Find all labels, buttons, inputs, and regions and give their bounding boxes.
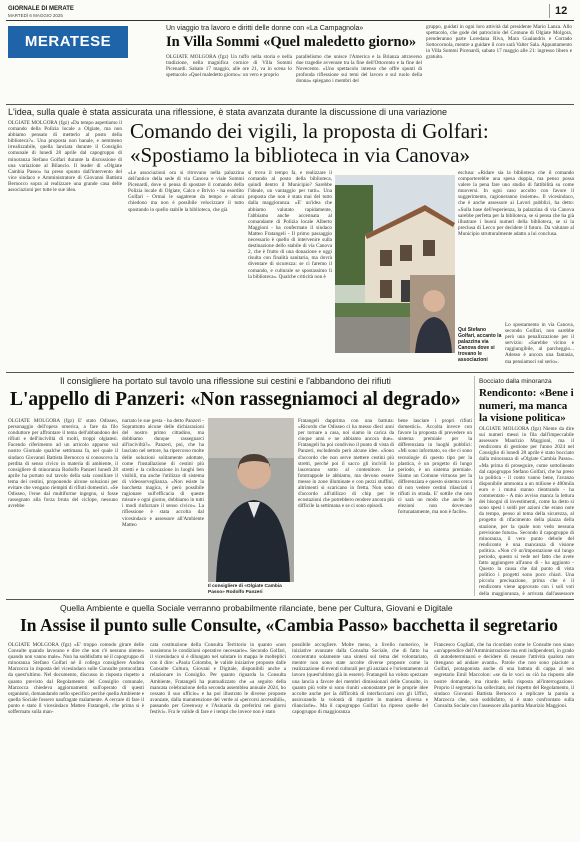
art2-rule	[6, 372, 574, 373]
art4-col1: OLGIATE MOLGORA (fgz) «E' troppo comodo girare delle Consulte quando lavorano e dire che non c'è nessuno niente» quando non vanno male». Non ha soddisfatto né il capogruppo di minoranza Stefano Golfari né il collega consigliere Andrea Marzocca la risposta del vicesindaco sulle Consulte protocollata da quest'ultimo. Nel documento, discusso in risposta rispetto a quanto previsto dal Regolamento del Consiglio comunale, Marzocca chiedeva aggiornamenti sull'operato di questi organismi, domandando nello specifico perché quella Ambiente e quella Sociale fossero naufragate malamente. A cercare di fare il punto e stato il vicesindaco Matteo Fratangeli, che prima si è soffermato sulla man-	[8, 642, 144, 716]
art3-col4: bene lasciare i propri rifiuti domestici». Accolta invece con favore la proposta di prevedere un sistema premiale per la differenziata in luoghi pubblici: «Mi sono informato, so che ci sono tecnologie di questo tipo per la plastica, è un progetto di lungo periodo, è un sistema premiale. Siamo un Comune virtuoso per la differenziata e questo sistema cerca di non vedere cestini rilasciati i rifiuti in strada. E' sottile che non ci sarà un modo che anche le elezioni non dovevano fortunatamente, ma non è facile».	[398, 418, 472, 516]
art2-col4: esclusa: «Ridare sia la biblioteca che il comando comporterebbe una spesa doppia, ma penso possa valere la pena fare uno studio di fattibilità su come muoversi. In ogni caso accolto con favore il suggerimento, ragioneranno insieme». Il vicesindaco, che è anche assessore ai Lavori pubblici, ha detto: «Sulla base dell'esperienza, la palazzina di via Canova sarebbe perfetta per la biblioteca, se si pensa che ha già illustrare i buoni numeri della biblioteca, se si la preclusa di Lecco per decidere il futuro. Da valutare al Municipio strutturalmente adatto a lui conclusa.	[458, 170, 574, 237]
page-number-divider	[549, 4, 550, 18]
art4-col4: Francesco Cogliati, che ha ricordato come le Consulte non siano «un'appendice dell'Amministrazione ma enti indipendenti, in grado di autodeterminarsi e decidere di cessare l'attività qualora non ritengano ad andare avanti». Parole che non sono piaciute a Golfari, protagonista anche di una battuta di cappa al neo segretario Emil Maccolon: «se da le voci su ciò ha risposto alle nostre domande, ma ritardo nella risposta all'interrogazione. Proprio il segretario ha sollecitato, nel rispetto del Regolamento, il sindaco Giovanni Battista Bernocco a replicare la parola a Marzocca che, non soddisfatto, si è stato confrontato sulla Consulta Sociale con l'assessore alla partita Maurizio Maggioni.	[434, 642, 574, 709]
side-headline: Rendiconto: «Bene i numeri, ma manca la visione politica»	[479, 387, 574, 424]
art4-kicker: Quella Ambiente e quella Sociale verranno probabilmente rilanciate, bene per Cultura, Giovani e Digitale	[60, 603, 453, 613]
page-number: 12	[555, 5, 568, 17]
art2-photo-caption: Qui Stefano Golfari, accanto la palazzina via Canova dove si trovano le associazioni	[458, 327, 502, 363]
art3-photo-caption: Il consigliere di «Olgiate Cambia Passo» Rodolfo Panzeri	[208, 584, 282, 595]
side-kicker: Bocciato dalla minoranza	[479, 378, 552, 385]
art1-col2: parallelismo che unisce l'America e la Brianza attraverso due tragedie avvenute tra la fine dell'Ottocento e la fine del Novecento. «Uno spettacolo intenso che offre spunti di profonda riflessione sui temi del lavoro e sul ruolo della donna» spiegano i membri del	[296, 54, 422, 85]
art2-headline-1: Comando dei vigili, la proposta di Golfari:	[130, 119, 489, 143]
panzeri-photo	[208, 418, 294, 582]
art1-kicker: Un viaggio tra lavoro e diritti delle donne con «La Campagnola»	[166, 25, 364, 32]
paper-name: GIORNALE DI MERATE	[8, 6, 74, 12]
art4-headline: In Assise il punto sulle Consulte, «Cambia Passo» bacchetta il segretario	[20, 615, 558, 635]
art1-rule	[6, 104, 574, 105]
art3-headline: L'appello di Panzeri: «Non rassegniamoci al degrado»	[10, 389, 461, 410]
art3-col2: narrato le sue gesta - ha detto Panzeri - Soprattutto alcune delle dichiarazioni del nostro primo cittadino, ma dobbiamo dunque rassegnarci all'inciviltà?». Panzeri, poi, che ha lasciato nel settore, ha ripercorso molte delle soluzioni solitamente adottate, come l'installazione di cestini più stretti e la collocazione in luoghi ben visibili, ma anche l'utilizzo di sistema di videosorveglianza. «Non esiste la bacchetta magica, è però possibile ragionare sull'efficacia di queste misure e ogni giorno, dobbiamo in tutti i modi rinforzare il senso civico». La riflessione è stata accolta dal vicesindaco e assessore all'Ambiente Matteo	[122, 418, 204, 528]
art3-kicker: Il consigliere ha portato sul tavolo una riflessione sui cestini e l'abbandono dei rifiuti	[60, 376, 391, 386]
art2-kicker: L'idea, sulla quale è stata assicurata una riflessione, è stata avanzata durante la discussione di una variazione	[8, 107, 447, 117]
section-label	[8, 26, 128, 58]
art4-col3: possibile accogliere. Molte meno, a livello numerico, le iniziative avanzate dalla Consulta Sociale, che di fatto ha concentrato solamente una sintesi sul tema del volontariato, mentre non sono state accolte diverse proposte come la realizzazione di eventi culturali per gli anziani e l'orientamento al lavoro (quest'ultimo già in essere). Fratangeli ha voluto spezzare una lancia a favore dei membri dimissionari delle Consulte, in quanto più volte si sono riuniti «nonostante per le proprie idee accolte anche per la difficoltà di interfacciarsi con gli Uffici, assicurando la volontà di ripartire in maniera diversa e rilanciarle». Ma il capogruppo Golfari ha ripreso quelle del capogruppo di maggioranza	[292, 642, 428, 716]
golfari-photo	[410, 275, 455, 353]
art2-col1: OLGIATE MOLGORA (fgz) «Da tempo aspettiamo il comando della Polizia locale a Olgiate, ma non abbiamo pensato di metterlo al posto della biblioteca?». Una proposta non banale, e nemmeno irrealizzabile, quella lanciata durante il Consiglio comunale di lunedì 28 aprile dal capogruppo di minoranza Stefano Golfari durante la discussione di una variazione al Bilancio. Il leader di «Olgiate Cambia Passo» ha preso spunto dall'intervento del vice sindaco e Amministratore di Giovanni Battista Bernocco sopra al realizzare una grande casa delle associazioni per tutte le sue idea.	[8, 120, 122, 194]
art3-col3: Fratangeli dapprima con una battuta: «Ricordo che Odisseo ci ha messo dieci anni per tornare a casa, noi siamo in carica da cinque anni e ne abbiamo ancora due». Fratangeli ha poi condiviso il punto di vista di Panzeri, escludendo però alcune idee. «Sono d'accordo che non serve mettere cestini più stretti, perché poi il sacco gli incivili lo lasceranno sotto al contenitore. Le fototrappole le abbiamo, ma devono essere messe in zone illuminate e con pezzi stuffini, altrimenti si scaricano in fretta. Non sono d'accordo all'utilizzo di chip per le ecostazioni che potrebbero rendere ancora più difficile la settimana e se ci sono episodi.	[298, 418, 394, 510]
art1-col3: gruppo, guidati in ogni loro attività dal presidente Mario Lanza. Allo spettacolo, che gode del patrocinio del Comune di Olgiate Molgora, prenderanno parte Loredana Riva, Mara Gualandris e Corrado Sottocornola, mentre a guidare il coro sarà Valter Sala. Appuntamento in Villa Sommi Picenardi, sabato 17 maggio alle 21: ingresso libero e gratuito.	[426, 24, 572, 61]
art2-headline-2: «Spostiamo la biblioteca in via Canova»	[130, 143, 471, 167]
art2-col3: si trova il tempo fa, e realizzare il comando al posto della biblioteca, quindi dentro il Municipio? Sarebbe l'ideale, un vantaggio per tutti». Una proposta che non è stata mai del tutto dalla maggioranza. «E' un'idea che abbiamo valutato rapidamente, l'abbiamo anche accennata al comandante di Polizia locale Alberto Maggioni - ha confermato il sindaco Matteo Fratangeli - Il primo passaggio necessario è quello di intervenire sulla destinazione dello stabile di via Canova 2, che è frutto di una donazione e oggi risulta con finalità sanitaria, ma dovrà diventare di sicurezza: se ci faremo il comando, e culturale se spostassimo lì la biblioteca». Qualche criticità non è	[248, 170, 332, 280]
panzeri-illustration	[208, 418, 294, 582]
portrait-illustration	[410, 275, 455, 353]
side-divider	[474, 376, 475, 596]
art3-col1: OLGIATE MOLGORA (fgz) E' stato Odisseo, personaggio dell'opera omerica, a fare da filo conduttore per affrontare il tema dell'abbandono dei rifiuti e dell'inciviltà di molti, troppi olgiatesi. Facendo riferimento ad un articolo apparso sul nostro Giornale qualche settimana fa, nel quale il sindaco Giovanni Battista Bernocco si conosceva la perdita di senso civico in materia di ambiente, il consigliere di minoranza Rodolfo Panzeri lunedì 28 aprile ha portato sul tavolo della sala consiliare il tema dei cestini, proponendo alcune soluzioni per evitare che vengano riempiti di rifiuti domestici. «Se Odisseo, l'eroe dal multiforme ingegno, si fosse rassegnato alla forza bruta del ciclope, nessuno avrebbe	[8, 418, 118, 510]
art1-headline: In Villa Sommi «Quel maledetto giorno»	[166, 34, 417, 50]
side-body: OLGIATE MOLGORA (fgz) Niente da dire sui numeri messi in fila dall'impeccabile assessore Maurizio Maggioni, ma il rendiconto di gestione per l'anno 2024 nel Consiglio di lunedì 28 aprile è stato bocciato dalla minoranza di «Olgiate Cambia Passo». «Ma prima di proseguire, come sottolineato dal capogruppo Stefano Golfari, che ha preso la politica - il conto vanno bene, l'avanzo disponibile ammonta a un milione e 400mila euro e i mutui stanno rientrando - ha commentato - A mio avviso manca la lettura dei bisogni di investimenti, come ha detto si sono spesi i soldi per azioni che erano note da tempo, penso al tema della sicurezza, al progetto di rifacimento della piazza della stazione, per la quale non vedo nessuna previsione futura». Secondo il capogruppo di minoranza, il vero punto debole del rendiconto è una mancanza di visione politica. «Non c'è un'impostazione sul lungo periodo, questo si vede nel fatto che avete fatto aggiungere all'anno di - ha aggiunto - Questo la causa che dal punto di vista politico i progetti sono poco chiari. Una piccola precisazione, prima che è il rendiconto viene approvato con i soli voti della maggioranza, è arrivata dall'assessore	[479, 426, 574, 596]
art4-col2: cata costituzione della Consulta Territorio in quanto «non sussistono le condizioni operative necessarie». Secondo Golfari, il vicesindaco si è dilungato nel salutare in mappa le molteplici con il dire: «Paola Colombo, le valide iniziative proposte dalle Consulte Cultura, Giovani e Digitale, disponibili anche a relazionare in Consiglio. Per quanto riguarda la Consulta Ambiente, Fratangeli ha puntualizzato che «a seguito della mancata celebrazione della seconda assemblea annuale 2024, ho cessato il suo ufficio» e ha poi illustrato le diverse proposte avanzate, dalla manutenzione del verde ai «percorsi accessibili», passando per Greenway e l'Asinaria da preferirsi nei giorni festivi». Fra le valide di fare e i tempi che invece non è stato	[150, 642, 286, 716]
header-rule	[6, 20, 574, 21]
section-label-text: MERATESE	[24, 33, 112, 50]
art1-col1: OLGIATE MOLGORA (fgz) Un tuffo nella storia e nella tradizione, nella magnifica cornice di Villa Sommi Picenardi. Sabato 17 maggio, alle ore 21, va in scena lo spettacolo «Quel maledetto giorno»: un vero e proprio	[166, 54, 292, 79]
art3-rule	[6, 599, 574, 600]
paper-date: MARTEDÌ 6 MAGGIO 2025	[8, 13, 63, 18]
art2-col2: «Le associazioni ora si ritrovano nella palazzina dell'antico della sede di via Canova e viale Sommi Picenardi, dove si pensa di spostare il comando della Polizia locale di Olgiate, Calco e Brivio - ha esordito Golfari - Ormai le sagatrene da tempo e alcuni chiedono ma non è possibile velocizzare il tutto spostando in quello stabile la biblioteca, che già	[128, 170, 244, 213]
art2-col5: Lo spostamento in via Canova, secondo Golfari, non sarebbe però una penalizzazione per il servizio: «Sarebbe vicino e raggiungibile, al parcheggio... Adesso è ancora una fantasia, ma pensiamoci sul serio».	[505, 322, 574, 365]
